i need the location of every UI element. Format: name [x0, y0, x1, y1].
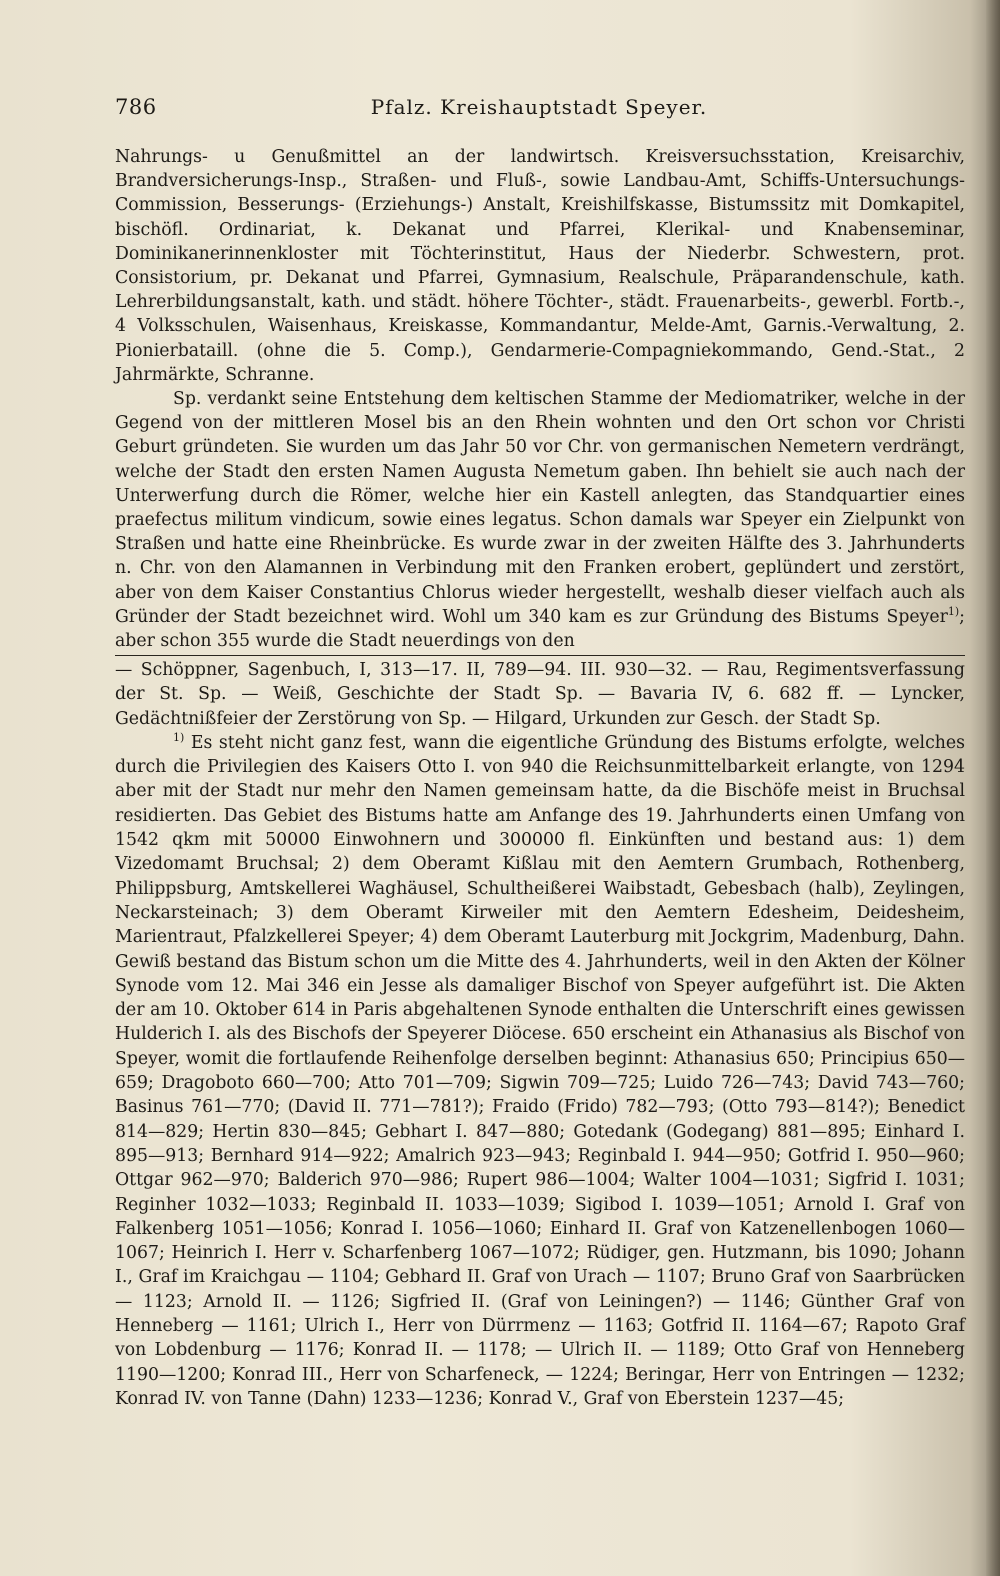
paragraph-text-tail: ; aber schon 355 wurde die Stadt neuerdings von den: [115, 606, 965, 652]
main-text: [115, 145, 965, 1411]
paragraph-text: Sp. verdankt seine Entstehung dem keltischen Stamme der Mediomatriker, welche in der Gegend von der mittleren Mosel bis an den Rhein wohnten und den Ort schon vor Christi Geburt gründeten. Sie wurden um das Jahr 50 vor Chr. von germanischen Nemetern verdrängt, welche der Stadt den ersten Namen Augusta Nemetum gaben. Ihn behielt sie auch nach der Unterwerfung durch die Römer, welche hier ein Kastell anlegten, das Standquartier eines praefectus militum vindicum, sowie eines legatus. Schon damals war Speyer ein Zielpunkt von Straßen und hatte eine Rheinbrücke. Es wurde zwar in der zweiten Hälfte des 3. Jahrhunderts n. Chr. von den Alamannen in Verbindung mit den Franken erobert, geplündert und zerstört, aber von dem Kaiser Constantius Chlorus wieder hergestellt, weshalb dieser vielfach auch als Gründer der Stadt bezeichnet wird. Wohl um 340 kam es zur Gründung des Bistums Speyer: [115, 389, 965, 627]
running-head: Pfalz. Kreishauptstadt Speyer.: [370, 95, 708, 119]
footnote-label: 1): [173, 731, 185, 745]
paragraph: [115, 387, 965, 653]
footnote-marker: 1): [947, 605, 960, 619]
footnote-text: Es steht nicht ganz fest, wann die eigentliche Gründung des Bistums erfolgte, welches durch die Privilegien des Kaisers Otto I. von 940 die Reichsunmittelbarkeit erlangte, von 1294 aber mit der Stadt nur mehr den Namen gemeinsam hatte, da die Bischöfe meist in Bruchsal residierten. Das Gebiet des Bistums hatte am Anfange des 19. Jahrhunderts einen Umfang von 1542 qkm mit 50000 Einwohnern und 300000 fl. Einkünften und bestand aus: 1) dem Vizedomamt Bruchsal; 2) dem Oberamt Kißlau mit den Aemtern Grumbach, Rothenberg, Philippsburg, Amtskellerei Waghäusel, Schultheißerei Waibstadt, Gebesbach (halb), Zeylingen, Neckarsteinach; 3) dem Oberamt Kirweiler mit den Aemtern Edesheim, Deidesheim, Marientraut, Pfalzkellerei Speyer; 4) dem Oberamt Lauterburg mit Jockgrim, Madenburg, Dahn. Gewiß bestand das Bistum schon um die Mitte des 4. Jahrhunderts, weil in den Akten der Kölner Synode vom 12. Mai 346 ein Jesse als damaliger Bischof von Speyer aufgeführt ist. Die Akten der am 10. Oktober 614 in Paris abgehaltenen Synode enthalten die Unterschrift eines gewissen Hulderich I. als des Bischofs der Speyerer Diöcese. 650 erscheint ein Athanasius als Bischof von Speyer, womit die fortlaufende Reihenfolge derselben beginnt: Athanasius 650; Principius 650—659; Dragoboto 660—700; Atto 701—709; Sigwin 709—725; Luido 726—743; David 743—760; Basinus 761—770; (David II. 771—781?); Fraido (Frido) 782—793; (Otto 793—814?); Benedict 814—829; Hertin 830—845; Gebhart I. 847—880; Gotedank (Godegang) 881—895; Einhard I. 895—913; Bernhard 914—922; Amalrich 923—943; Reginbald I. 944—950; Gotfrid I. 950—960; Ottgar 962—970; Balderich 970—986; Rupert 986—1004; Walter 1004—1031; Sigfrid I. 1031; Reginher 1032—1033; Reginbald II. 1033—1039; Sigibod I. 1039—1051; Arnold I. Graf von Falkenberg 1051—1056; Konrad I. 1056—1060; Einhard II. Graf von Katzenellenbogen 1060—1067; Heinrich I. Herr v. Scharfenberg 1067—1072; Rüdiger, gen. Hutzmann, bis 1090; Johann I., Graf im Kraichgau — 1104; Gebhard II. Graf von Urach — 1107; Bruno Graf von Saarbrücken — 1123; Arnold II. — 1126; Sigfried II. (Graf von Leiningen?) — 1146; Günther Graf von Henneberg — 1161; Ulrich I., Herr von Dürrmenz — 1163; Gotfrid II. 1164—67; Rapoto Graf von Lobdenburg — 1176; Konrad II. — 1178; — Ulrich II. — 1189; Otto Graf von Henneberg 1190—1200; Konrad III., Herr von Scharfeneck, — 1224; Beringar, Herr von Entringen — 1232; Konrad IV. von Tanne (Dahn) 1233—1236; Konrad V., Graf von Eberstein 1237—45;: [115, 732, 965, 1409]
page-number: 786: [115, 95, 157, 119]
page-edge-shadow: [986, 0, 1000, 1576]
page-header: [115, 95, 963, 129]
references: [115, 655, 965, 731]
paragraph: Nahrungs- u Genußmittel an der landwirtsch. Kreisversuchsstation, Kreisarchiv, Brandversicherungs-Insp., Straßen- und Fluß-, sowie Landbau-Amt, Schiffs-Untersuchungs-Commission, Besserungs- (Erziehungs-) Anstalt, Kreishilfskasse, Bistumssitz mit Domkapitel, bischöfl. Ordinariat, k. Dekanat und Pfarrei, Klerikal- und Knabenseminar, Dominikanerinnenkloster mit Töchterinstitut, Haus der Niederbr. Schwestern, prot. Consistorium, pr. Dekanat und Pfarrei, Gymnasium, Realschule, Präparandenschule, kath. Lehrerbildungsanstalt, kath. und städt. höhere Töchter-, städt. Frauenarbeits-, gewerbl. Fortb.-, 4 Volksschulen, Waisenhaus, Kreiskasse, Kommandantur, Melde-Amt, Garnis.-Verwaltung, 2. Pionierbataill. (ohne die 5. Comp.), Gendarmerie-Compagniekommando, Gend.-Stat., 2 Jahrmärkte, Schranne.: [115, 147, 965, 385]
references-text: — Schöppner, Sagenbuch, I, 313—17. II, 789—94. III. 930—32. — Rau, Regimentsverfassung der St. Sp. — Weiß, Geschichte der Stadt Sp. — Bavaria IV, 6. 682 ff. — Lyncker, Gedächtnißfeier der Zerstörung von Sp. — Hilgard, Urkunden zur Gesch. der Stadt Sp.: [115, 660, 965, 729]
footnote: [115, 731, 965, 1411]
